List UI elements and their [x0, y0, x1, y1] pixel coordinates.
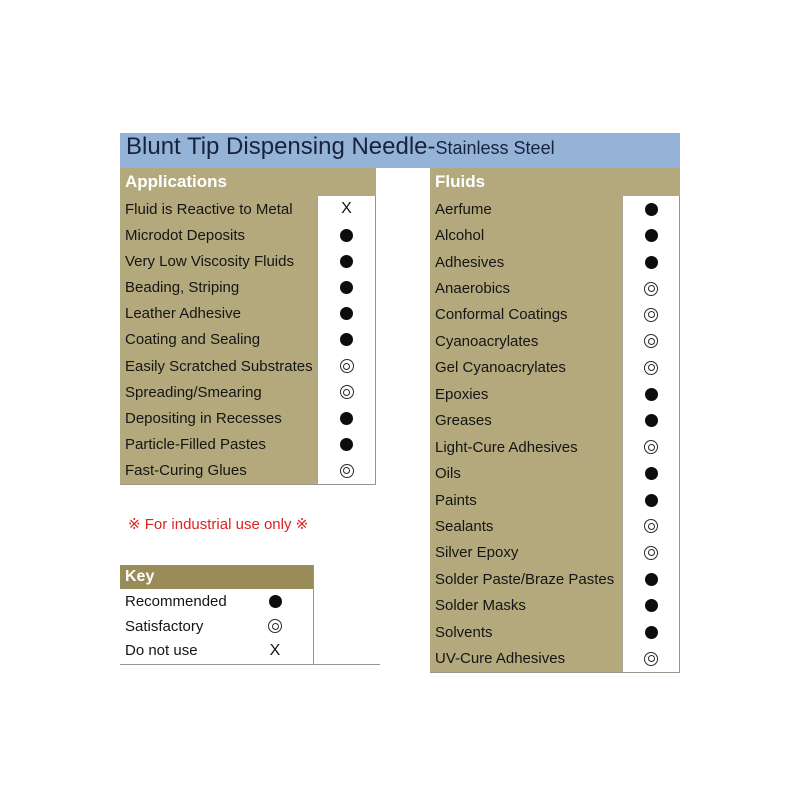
row-rating-cell — [622, 355, 680, 381]
row-label: Microdot Deposits — [125, 226, 246, 244]
row-label: Fluid is Reactive to Metal — [125, 200, 293, 218]
recommended-dot-icon — [340, 333, 353, 346]
row-label: Easily Scratched Substrates — [125, 357, 313, 375]
recommended-dot-icon — [645, 494, 658, 507]
row-rating-cell — [622, 222, 680, 248]
table-row — [430, 513, 680, 539]
row-rating-cell — [622, 619, 680, 645]
table-row — [430, 645, 680, 671]
satisfactory-bullseye-icon — [268, 619, 282, 633]
table-row — [120, 614, 380, 639]
recommended-dot-icon — [645, 414, 658, 427]
row-rating-cell — [317, 275, 376, 301]
recommended-dot-icon — [645, 573, 658, 586]
row-rating-cell — [622, 593, 680, 619]
table-row — [120, 248, 376, 274]
recommended-dot-icon — [645, 229, 658, 242]
row-label: Paints — [435, 491, 477, 509]
row-rating-cell — [622, 249, 680, 275]
bullseye-inner-ring — [648, 444, 655, 451]
applications-table — [120, 168, 376, 485]
table-row — [430, 196, 680, 222]
page-title — [120, 133, 680, 168]
row-rating-cell — [317, 379, 376, 405]
table-row — [120, 222, 376, 248]
table-row — [120, 275, 376, 301]
table-row — [430, 487, 680, 513]
recommended-dot-icon — [645, 203, 658, 216]
table-row — [430, 566, 680, 592]
do-not-use-x-icon: X — [269, 641, 281, 659]
recommended-dot-icon — [340, 307, 353, 320]
row-label: Leather Adhesive — [125, 305, 241, 323]
recommended-dot-icon — [645, 467, 658, 480]
row-label: Adhesives — [435, 253, 505, 271]
key-legend-header: Key — [120, 565, 314, 589]
row-label: Light-Cure Adhesives — [435, 438, 578, 456]
row-label: Anaerobics — [435, 280, 511, 298]
recommended-dot-icon — [645, 599, 658, 612]
row-label: Oils — [435, 465, 461, 483]
bullseye-inner-ring — [648, 549, 655, 556]
row-label: Fast-Curing Glues — [125, 462, 247, 480]
recommended-dot-icon — [340, 255, 353, 268]
row-rating-cell — [622, 540, 680, 566]
satisfactory-bullseye-icon — [644, 282, 658, 296]
row-label: Spreading/Smearing — [125, 383, 262, 401]
satisfactory-bullseye-icon — [340, 464, 354, 478]
row-label: Cyanoacrylates — [435, 332, 539, 350]
bullseye-inner-ring — [648, 655, 655, 662]
row-label: Beading, Striping — [125, 279, 240, 297]
row-rating-cell — [622, 513, 680, 539]
table-row — [120, 301, 376, 327]
row-rating-cell — [622, 434, 680, 460]
satisfactory-bullseye-icon — [644, 308, 658, 322]
table-row — [120, 432, 376, 458]
bullseye-inner-ring — [272, 623, 279, 630]
row-rating-cell — [317, 458, 376, 484]
bullseye-inner-ring — [648, 311, 655, 318]
fluids-rows — [430, 196, 680, 672]
recommended-dot-icon — [340, 438, 353, 451]
row-label: Greases — [435, 412, 492, 430]
table-row — [430, 408, 680, 434]
satisfactory-bullseye-icon — [644, 546, 658, 560]
table-row — [430, 275, 680, 301]
table-row — [430, 355, 680, 381]
recommended-dot-icon — [645, 256, 658, 269]
row-label: Solder Masks — [435, 597, 526, 615]
row-label: Alcohol — [435, 227, 485, 245]
row-label: Recommended — [125, 592, 227, 610]
title-sub-text: Stainless Steel — [435, 138, 555, 158]
table-row — [430, 593, 680, 619]
row-rating-cell — [317, 222, 376, 248]
row-label: Do not use — [125, 642, 198, 660]
row-label: Conformal Coatings — [435, 306, 568, 324]
table-row — [120, 327, 376, 353]
recommended-dot-icon — [645, 626, 658, 639]
row-rating-cell — [622, 487, 680, 513]
row-rating-cell — [317, 248, 376, 274]
row-rating-cell — [622, 645, 680, 671]
recommended-dot-icon — [340, 281, 353, 294]
recommended-dot-icon — [340, 229, 353, 242]
row-rating-cell — [245, 589, 305, 614]
row-rating-cell — [317, 196, 376, 222]
satisfactory-bullseye-icon — [340, 359, 354, 373]
row-label: Satisfactory — [125, 617, 204, 635]
row-rating-cell — [622, 275, 680, 301]
satisfactory-bullseye-icon — [340, 385, 354, 399]
row-rating-cell — [317, 432, 376, 458]
row-rating-cell — [317, 353, 376, 379]
applications-header: Applications — [125, 172, 228, 191]
row-label: Aerfume — [435, 200, 492, 218]
applications-rows — [120, 196, 376, 484]
table-row — [430, 619, 680, 645]
row-label: Sealants — [435, 517, 494, 535]
table-row — [120, 379, 376, 405]
row-label: Gel Cyanoacrylates — [435, 359, 566, 377]
table-row — [430, 434, 680, 460]
table-row — [430, 249, 680, 275]
table-row — [120, 353, 376, 379]
bullseye-inner-ring — [648, 285, 655, 292]
title-main-text: Blunt Tip Dispensing Needle- — [126, 133, 436, 160]
row-label: Silver Epoxy — [435, 544, 519, 562]
recommended-dot-icon — [340, 412, 353, 425]
row-label: UV-Cure Adhesives — [435, 650, 566, 668]
row-label: Very Low Viscosity Fluids — [125, 252, 294, 270]
table-row — [430, 460, 680, 486]
table-row — [120, 405, 376, 431]
table-row — [120, 589, 380, 614]
row-label: Epoxies — [435, 385, 489, 403]
row-rating-cell — [622, 328, 680, 354]
fluids-header: Fluids — [435, 172, 486, 191]
row-rating-cell — [245, 639, 305, 664]
row-label: Depositing in Recesses — [125, 409, 282, 427]
table-row — [120, 639, 380, 664]
satisfactory-bullseye-icon — [644, 519, 658, 533]
row-rating-cell — [622, 381, 680, 407]
recommended-dot-icon — [269, 595, 282, 608]
row-label: Solvents — [435, 623, 493, 641]
row-rating-cell — [622, 408, 680, 434]
recommended-dot-icon — [645, 388, 658, 401]
bullseye-inner-ring — [343, 363, 350, 370]
do-not-use-x-icon: X — [341, 200, 352, 218]
satisfactory-bullseye-icon — [644, 361, 658, 375]
table-row — [120, 458, 376, 484]
bullseye-inner-ring — [648, 338, 655, 345]
bullseye-inner-ring — [648, 523, 655, 530]
bullseye-inner-ring — [648, 364, 655, 371]
key-legend — [120, 565, 380, 665]
row-rating-cell — [317, 301, 376, 327]
row-rating-cell — [622, 302, 680, 328]
row-rating-cell — [245, 614, 305, 639]
row-rating-cell — [622, 566, 680, 592]
table-row — [430, 328, 680, 354]
satisfactory-bullseye-icon — [644, 334, 658, 348]
industrial-use-notice: ※ For industrial use only ※ — [128, 516, 309, 533]
row-label: Solder Paste/Braze Pastes — [435, 570, 615, 588]
bullseye-inner-ring — [343, 467, 350, 474]
fluids-table — [430, 168, 680, 673]
table-row — [430, 381, 680, 407]
bullseye-inner-ring — [343, 389, 350, 396]
table-row — [430, 302, 680, 328]
row-rating-cell — [317, 405, 376, 431]
satisfactory-bullseye-icon — [644, 440, 658, 454]
row-rating-cell — [622, 460, 680, 486]
table-row — [430, 222, 680, 248]
table-row — [120, 196, 376, 222]
satisfactory-bullseye-icon — [644, 652, 658, 666]
row-rating-cell — [317, 327, 376, 353]
key-legend-rows — [120, 589, 380, 663]
row-label: Coating and Sealing — [125, 331, 261, 349]
table-row — [430, 540, 680, 566]
row-rating-cell — [622, 196, 680, 222]
row-label: Particle-Filled Pastes — [125, 436, 266, 454]
